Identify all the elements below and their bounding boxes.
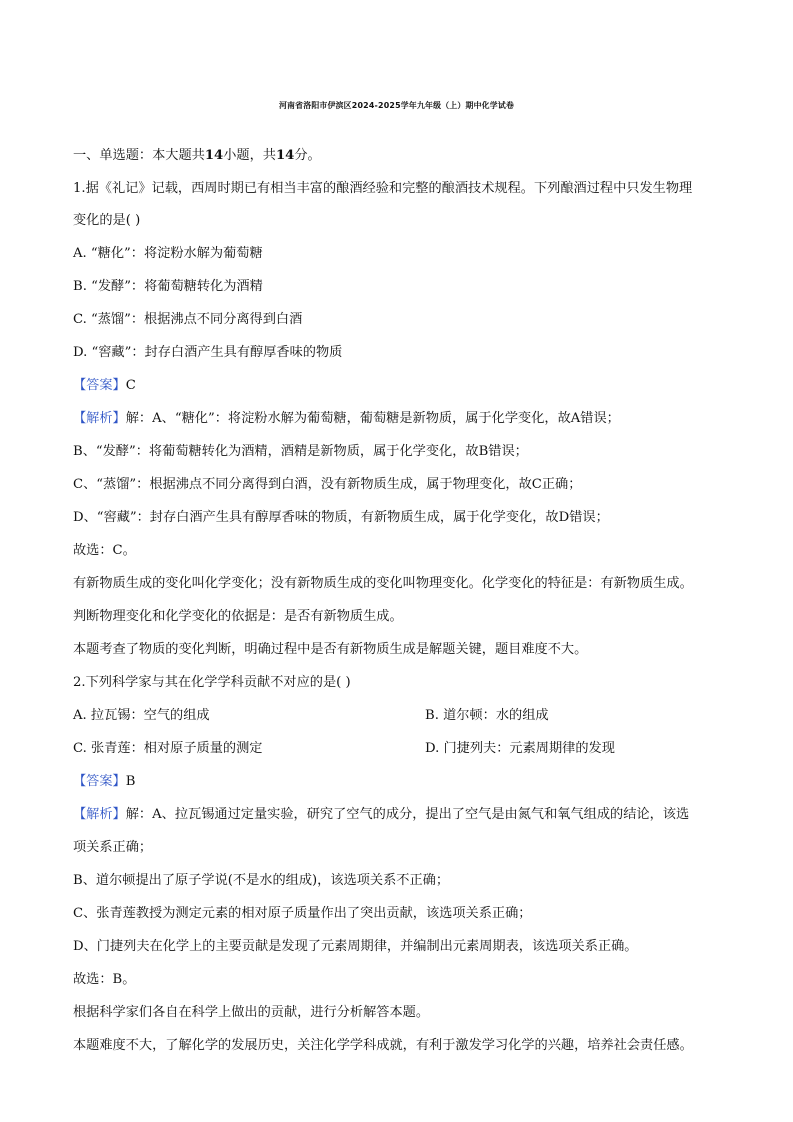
q2-explanation-1: 根据科学家们各自在科学上做出的贡献，进行分析解答本题。 (73, 1005, 430, 1020)
q1-analysis-line2: B、“发酵”：将葡萄糖转化为酒精，酒精是新物质，属于化学变化，故B错误； (73, 444, 528, 459)
section-heading: 一、单选题：本大题共14小题，共14分。 (73, 148, 321, 163)
q1-option-a: A. “糖化”：将淀粉水解为葡萄糖 (73, 246, 263, 261)
q1-explanation-3: 本题考查了物质的变化判断，明确过程中是否有新物质生成是解题关键，题目难度不大。 (73, 642, 588, 657)
q2-options-row2 (73, 740, 615, 758)
q1-explanation-1: 有新物质生成的变化叫化学变化；没有新物质生成的变化叫物理变化。化学变化的特征是：有新物质生成。 (73, 576, 693, 591)
q1-analysis-line4: D、“窖藏”：封存白酒产生具有醇厚香味的物质，有新物质生成，属于化学变化，故D错误； (73, 510, 609, 525)
q1-option-b: B. “发酵”：将葡萄糖转化为酒精 (73, 279, 263, 294)
q1-option-c: C. “蒸馏”：根据沸点不同分离得到白酒 (73, 312, 303, 327)
q1-option-d: D. “窖藏”：封存白酒产生具有醇厚香味的物质 (73, 345, 343, 360)
q2-option-b: B. 道尔顿：水的组成 (425, 708, 549, 723)
q2-analysis-line2: 项关系正确； (73, 840, 153, 855)
analysis-tag: 【解析】 (73, 411, 126, 426)
q1-choice: 故选：C。 (73, 543, 136, 558)
q2-analysis-line1: 【解析】解：A、拉瓦锡通过定量实验，研究了空气的成分，提出了空气是由氮气和氧气组成的结论，该选 (73, 807, 690, 822)
q2-analysis-line4: C、张青莲教授为测定元素的相对原子质量作出了突出贡献，该选项关系正确； (73, 906, 532, 921)
q2-options-row1 (73, 707, 549, 725)
q2-answer: 【答案】B (73, 774, 136, 789)
q2-stem: 2.下列科学家与其在化学学科贡献不对应的是( ) (73, 675, 351, 690)
q2-analysis-line5: D、门捷列夫在化学上的主要贡献是发现了元素周期律，并编制出元素周期表，该选项关系正确。 (73, 939, 638, 954)
answer-tag: 【答案】 (73, 774, 126, 789)
analysis-tag: 【解析】 (73, 807, 126, 822)
page-title: 河南省洛阳市伊滨区2024-2025学年九年级（上）期中化学试卷 (278, 101, 515, 110)
q1-explanation-2: 判断物理变化和化学变化的依据是：是否有新物质生成。 (73, 609, 403, 624)
q2-option-a: A. 拉瓦锡：空气的组成 (73, 708, 210, 723)
q1-analysis-line1: 【解析】解：A、“糖化”：将淀粉水解为葡萄糖，葡萄糖是新物质，属于化学变化，故A错误； (73, 411, 620, 426)
q2-option-c: C. 张青莲：相对原子质量的测定 (73, 741, 263, 756)
answer-tag: 【答案】 (73, 378, 126, 393)
q1-answer: 【答案】C (73, 378, 136, 393)
q2-choice: 故选：B。 (73, 972, 136, 987)
q1-stem-line1: 1.据《礼记》记载，西周时期已有相当丰富的酿酒经验和完整的酿酒技术规程。下列酿酒过程中只发生物理 (73, 181, 693, 196)
q1-analysis-line3: C、“蒸馏”：根据沸点不同分离得到白酒，没有新物质生成，属于物理变化，故C正确； (73, 477, 582, 492)
q2-analysis-line3: B、道尔顿提出了原子学说(不是水的组成)，该选项关系不正确； (73, 873, 450, 888)
q2-explanation-2: 本题难度不大，了解化学的发展历史，关注化学学科成就，有利于激发学习化学的兴趣，培养社会责任感。 (73, 1038, 693, 1053)
q1-stem-line2: 变化的是( ) (73, 213, 141, 228)
q2-option-d: D. 门捷列夫：元素周期律的发现 (425, 741, 615, 756)
